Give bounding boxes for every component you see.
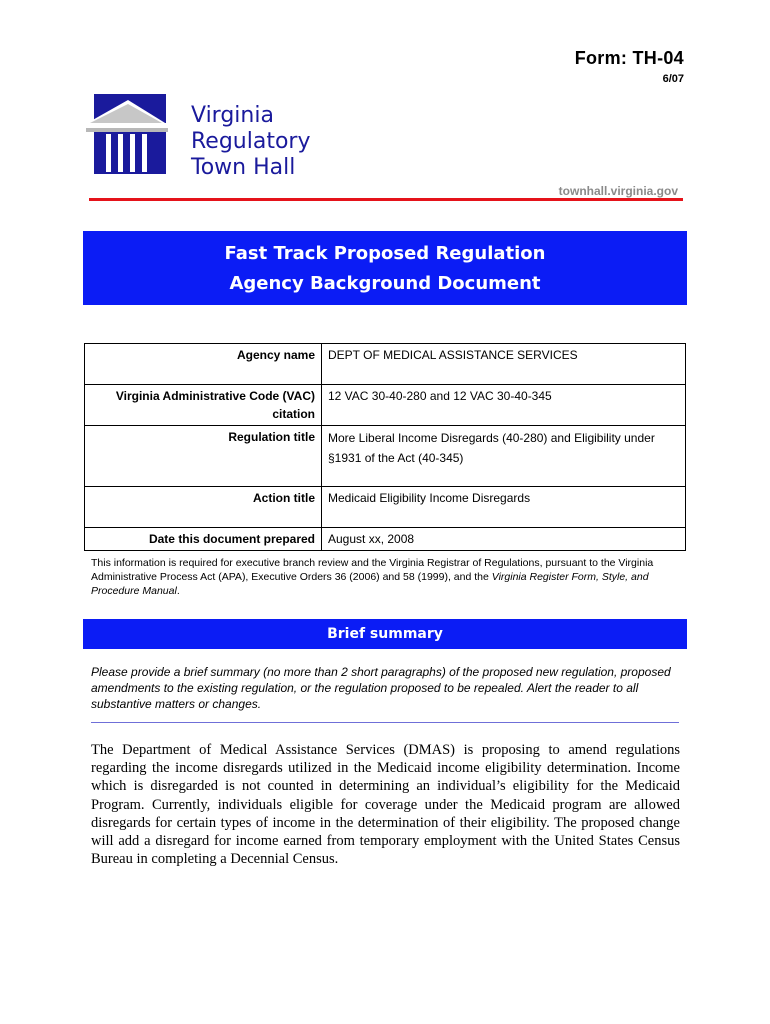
summary-divider bbox=[91, 722, 679, 723]
brand-line-2: Regulatory bbox=[191, 129, 311, 154]
site-url: townhall.virginia.gov bbox=[558, 184, 678, 198]
table-row bbox=[85, 426, 686, 487]
summary-body: The Department of Medical Assistance Services (DMAS) is proposing to amend regulations regarding the income disregards utilized in the Medicaid income eligibility determination. Income which is disregarded is not counted in determining an individual’s eligibility for the Medicaid Program. Currently, individuals eligible for coverage under the Medicaid program are allowed disregards for certain types of income in the determination of their eligibility. The proposed change will add a disregard for income earned from temporary employment with the United States Census Bureau in completing a Decennial Census. bbox=[91, 742, 680, 868]
brand-line-3: Town Hall bbox=[191, 155, 296, 180]
notice-end: . bbox=[176, 585, 180, 597]
table-row bbox=[85, 487, 686, 528]
form-identifier bbox=[575, 48, 684, 85]
date-prepared-label: Date this document prepared bbox=[85, 528, 322, 551]
table-row bbox=[85, 385, 686, 426]
action-title-label: Action title bbox=[85, 487, 322, 528]
form-number: Form: TH-04 bbox=[574, 48, 684, 68]
table-row bbox=[85, 528, 686, 551]
header-divider bbox=[89, 198, 683, 201]
document-title-banner bbox=[83, 231, 687, 305]
compliance-notice bbox=[91, 556, 681, 598]
notice-text: This information is required for executive branch review and the Virginia Registrar of Regulations, pursuant to the Virginia Administrative Process Act (APA), Executive Orders 36 (2006) and 58 (1999), and the bbox=[91, 557, 654, 583]
summary-instructions: Please provide a brief summary (no more than 2 short paragraphs) of the proposed new regulation, proposed amendments to the existing regulation, or the regulation proposed to be repealed. Alert the reader to all substantive matters or changes. bbox=[91, 665, 671, 711]
agency-name-label: Agency name bbox=[85, 344, 322, 385]
town-hall-logo-icon bbox=[80, 92, 172, 176]
vac-citation-value: 12 VAC 30-40-280 and 12 VAC 30-40-345 bbox=[322, 385, 686, 426]
document-title-line-1: Fast Track Proposed Regulation bbox=[224, 243, 546, 264]
date-prepared-value: August xx, 2008 bbox=[322, 528, 686, 551]
action-title-value: Medicaid Eligibility Income Disregards bbox=[322, 487, 686, 528]
brand-line-1: Virginia bbox=[191, 103, 274, 128]
agency-info-table bbox=[84, 343, 686, 551]
brief-summary-heading: Brief summary bbox=[83, 619, 687, 649]
agency-name-value: DEPT OF MEDICAL ASSISTANCE SERVICES bbox=[322, 344, 686, 385]
regulation-title-label: Regulation title bbox=[85, 426, 322, 487]
regulation-title-value: More Liberal Income Disregards (40-280) and Eligibility under §1931 of the Act (40-345) bbox=[322, 426, 686, 487]
table-row bbox=[85, 344, 686, 385]
brand-name bbox=[191, 103, 311, 181]
form-date: 6/07 bbox=[662, 73, 684, 85]
document-title-line-2: Agency Background Document bbox=[229, 273, 541, 294]
vac-citation-label: Virginia Administrative Code (VAC) citation bbox=[85, 385, 322, 426]
notice-manual-title: Virginia Register Form, Style, and Procedure Manual bbox=[91, 571, 649, 597]
